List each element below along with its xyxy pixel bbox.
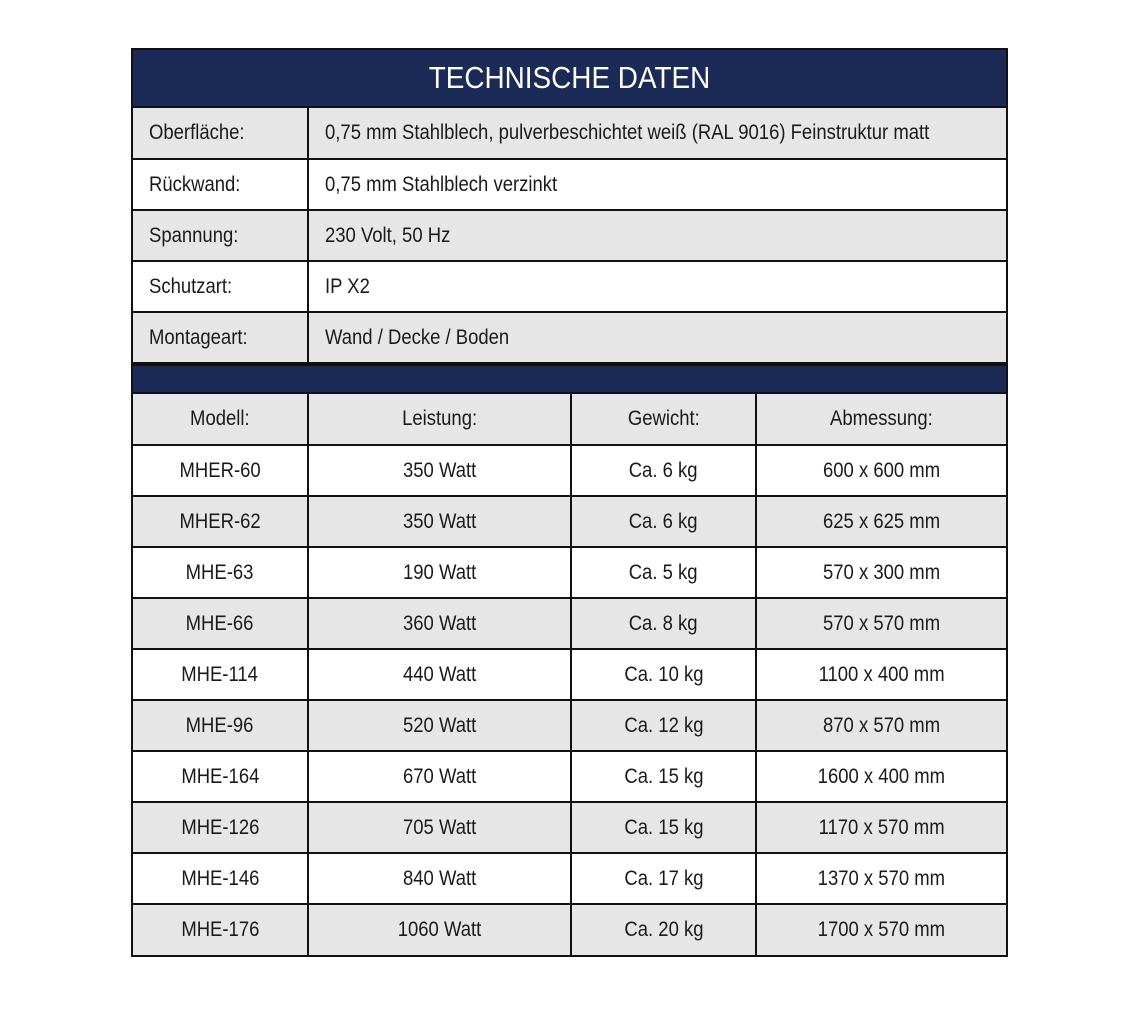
table-cell (571, 751, 756, 802)
cell-value: 570 x 570 mm (822, 611, 941, 635)
table-cell (133, 853, 308, 904)
cell-value: 600 x 600 mm (822, 458, 941, 482)
table-cell (308, 904, 571, 955)
cell-value: MHE-66 (186, 611, 254, 635)
cell-value: MHE-126 (180, 815, 260, 839)
table-cell (571, 649, 756, 700)
table-cell (756, 853, 1006, 904)
cell-value: Ca. 15 kg (623, 764, 704, 788)
table-cell (133, 649, 308, 700)
cell-value: MHE-164 (180, 764, 260, 788)
spec-row (133, 159, 1006, 210)
cell-value: 440 Watt (402, 662, 477, 686)
spec-label: Montageart: (149, 325, 248, 349)
spec-row (133, 210, 1006, 261)
table-row (133, 904, 1006, 955)
section-divider (133, 364, 1006, 394)
table-row (133, 751, 1006, 802)
spec-label-cell (133, 108, 308, 159)
table-cell (133, 496, 308, 547)
column-header-label: Modell: (190, 407, 250, 430)
models-table (133, 394, 1006, 955)
column-header-label: Leistung: (401, 407, 477, 430)
table-cell (756, 547, 1006, 598)
table-row (133, 649, 1006, 700)
table-cell (133, 547, 308, 598)
spec-label: Spannung: (149, 223, 239, 247)
cell-value: Ca. 17 kg (623, 866, 704, 890)
cell-value: 1170 x 570 mm (818, 815, 945, 839)
cell-value: MHER-62 (179, 509, 261, 533)
cell-value: Ca. 20 kg (623, 918, 704, 941)
table-cell (308, 547, 571, 598)
table-cell (133, 700, 308, 751)
cell-value: 670 Watt (402, 764, 477, 788)
spec-value: Wand / Decke / Boden (325, 325, 510, 349)
table-cell (756, 751, 1006, 802)
cell-value: 840 Watt (402, 866, 477, 890)
technical-data-sheet (131, 48, 1008, 957)
table-cell (308, 598, 571, 649)
spec-value-cell (308, 312, 1006, 363)
spec-label-cell (133, 210, 308, 261)
table-cell (308, 649, 571, 700)
cell-value: 870 x 570 mm (822, 713, 941, 737)
cell-value: MHE-176 (180, 918, 260, 941)
cell-value: MHE-63 (186, 560, 254, 584)
column-header (756, 394, 1006, 445)
table-cell (308, 853, 571, 904)
table-cell (571, 700, 756, 751)
table-row (133, 445, 1006, 496)
table-row (133, 853, 1006, 904)
table-row (133, 700, 1006, 751)
cell-value: Ca. 10 kg (623, 662, 704, 686)
spec-value: 0,75 mm Stahlblech verzinkt (325, 172, 558, 196)
table-cell (308, 496, 571, 547)
table-cell (756, 649, 1006, 700)
spec-label: Schutzart: (149, 274, 233, 298)
cell-value: Ca. 6 kg (629, 509, 698, 533)
table-cell (756, 700, 1006, 751)
cell-value: MHE-146 (180, 866, 260, 890)
cell-value: 1370 x 570 mm (817, 866, 946, 890)
cell-value: Ca. 5 kg (629, 560, 698, 584)
table-row (133, 598, 1006, 649)
cell-value: MHE-114 (181, 662, 259, 686)
table-cell (308, 700, 571, 751)
cell-value: 1100 x 400 mm (818, 662, 945, 686)
cell-value: Ca. 8 kg (629, 611, 698, 635)
table-cell (571, 547, 756, 598)
table-cell (571, 904, 756, 955)
table-cell (133, 802, 308, 853)
spec-row (133, 312, 1006, 363)
column-header-label: Abmessung: (830, 407, 933, 430)
column-header-label: Gewicht: (627, 407, 700, 430)
spec-row (133, 261, 1006, 312)
table-row (133, 802, 1006, 853)
table-cell (756, 598, 1006, 649)
spec-label-cell (133, 159, 308, 210)
column-header (133, 394, 308, 445)
table-cell (308, 445, 571, 496)
spec-label-cell (133, 312, 308, 363)
cell-value: 1060 Watt (397, 918, 482, 941)
cell-value: 350 Watt (402, 509, 477, 533)
title-bar (133, 50, 1006, 108)
cell-value: 190 Watt (402, 560, 477, 584)
column-header (571, 394, 756, 445)
table-cell (308, 802, 571, 853)
cell-value: Ca. 15 kg (623, 815, 704, 839)
cell-value: 570 x 300 mm (822, 560, 941, 584)
cell-value: 625 x 625 mm (822, 509, 941, 533)
cell-value: 360 Watt (402, 611, 477, 635)
table-cell (756, 496, 1006, 547)
cell-value: 350 Watt (402, 458, 477, 482)
column-header (308, 394, 571, 445)
spec-label-cell (133, 261, 308, 312)
cell-value: 1700 x 570 mm (817, 918, 946, 941)
spec-value-cell (308, 108, 1006, 159)
table-cell (308, 751, 571, 802)
spec-row (133, 108, 1006, 159)
cell-value: Ca. 6 kg (629, 458, 698, 482)
table-row (133, 547, 1006, 598)
table-cell (133, 751, 308, 802)
spec-table (133, 108, 1006, 364)
table-cell (571, 496, 756, 547)
spec-value: 0,75 mm Stahlblech, pulverbeschichtet weiß (RAL 9016) Feinstruktur matt (325, 121, 930, 144)
table-row (133, 496, 1006, 547)
table-cell (133, 904, 308, 955)
table-cell (571, 802, 756, 853)
spec-value: IP X2 (325, 274, 370, 298)
spec-value: 230 Volt, 50 Hz (325, 223, 451, 247)
table-cell (756, 802, 1006, 853)
cell-value: 520 Watt (402, 713, 477, 737)
cell-value: Ca. 12 kg (623, 713, 704, 737)
cell-value: MHER-60 (179, 458, 261, 482)
cell-value: 705 Watt (402, 815, 477, 839)
table-cell (133, 598, 308, 649)
spec-value-cell (308, 261, 1006, 312)
table-cell (571, 853, 756, 904)
table-cell (133, 445, 308, 496)
table-cell (571, 445, 756, 496)
spec-value-cell (308, 159, 1006, 210)
spec-value-cell (308, 210, 1006, 261)
table-cell (756, 445, 1006, 496)
table-cell (756, 904, 1006, 955)
cell-value: 1600 x 400 mm (817, 764, 946, 788)
spec-label: Rückwand: (149, 172, 241, 196)
cell-value: MHE-96 (186, 713, 254, 737)
table-cell (571, 598, 756, 649)
models-header-row (133, 394, 1006, 445)
page-title: TECHNISCHE DATEN (428, 60, 711, 95)
spec-label: Oberfläche: (149, 121, 245, 144)
